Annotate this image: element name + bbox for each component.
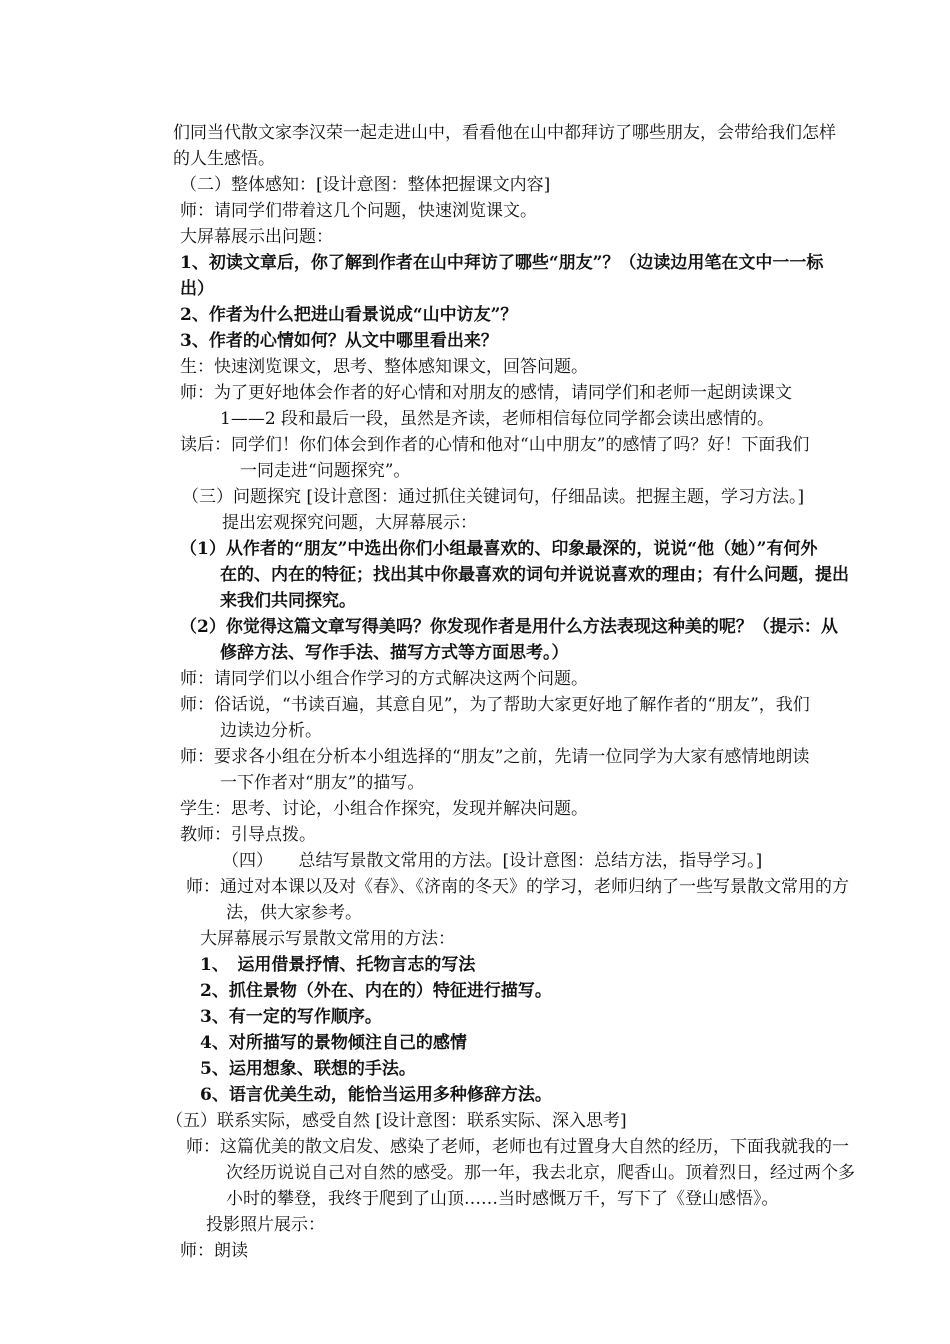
question-item: （2）你觉得这篇文章写得美吗？你发现作者是用什么方法表现这种美的呢？（提示：从 bbox=[180, 617, 838, 637]
question-item: （1）从作者的“朋友”中选出你们小组最喜欢的、印象最深的，说说“他（她）”有何外 bbox=[180, 539, 818, 559]
method-item: 4、对所描写的景物倾注自己的感情 bbox=[200, 1033, 467, 1053]
text-line: 1——2 段和最后一段，虽然是齐读，老师相信每位同学都会读出感情的。 bbox=[220, 409, 775, 429]
text-line: 的人生感悟。 bbox=[173, 149, 275, 169]
text-line: 次经历说说自己对自然的感受。那一年，我去北京，爬香山。顶着烈日，经过两个多 bbox=[226, 1163, 855, 1183]
text-line: 师：为了更好地体会作者的好心情和对朋友的感情，请同学们和老师一起朗读课文 bbox=[180, 383, 792, 403]
question-item: 在的、内在的特征；找出其中你最喜欢的词句并说说喜欢的理由；有什么问题，提出 bbox=[220, 565, 849, 585]
question-item: 2、作者为什么把进山看景说成“山中访友”？ bbox=[180, 305, 518, 325]
method-item: 2、抓住景物（外在、内在的）特征进行描写。 bbox=[200, 981, 552, 1001]
text-line: 大屏幕展示写景散文常用的方法： bbox=[200, 929, 455, 949]
question-item: 3、作者的心情如何？从文中哪里看出来？ bbox=[180, 331, 498, 351]
section-heading: （四） 总结写景散文常用的方法。[设计意图：总结方法，指导学习。] bbox=[222, 851, 763, 871]
text-line: 小时的攀登，我终于爬到了山顶……当时感慨万千，写下了《登山感悟》。 bbox=[226, 1189, 779, 1209]
text-line: 边读边分析。 bbox=[220, 721, 322, 741]
text-line: 师：通过对本课以及对《春》、《济南的冬天》的学习，老师归纳了一些写景散文常用的方 bbox=[186, 877, 849, 897]
text-line: 法，供大家参考。 bbox=[226, 903, 362, 923]
text-line: 师：朗读 bbox=[180, 1241, 248, 1261]
text-line: 学生：思考、讨论，小组合作探究，发现并解决问题。 bbox=[180, 799, 588, 819]
method-item: 1、 运用借景抒情、托物言志的写法 bbox=[200, 955, 476, 975]
method-item: 5、运用想象、联想的手法。 bbox=[200, 1059, 416, 1079]
question-item: 修辞方法、写作手法、描写方式等方面思考。） bbox=[220, 643, 569, 663]
text-line: 师：请同学们带着这几个问题，快速浏览课文。 bbox=[180, 201, 537, 221]
text-line: 生：快速浏览课文，思考、整体感知课文，回答问题。 bbox=[180, 357, 588, 377]
text-line: 师：俗话说，“书读百遍，其意自见”，为了帮助大家更好地了解作者的“朋友”，我们 bbox=[180, 695, 810, 715]
text-line: 读后：同学们！你们体会到作者的心情和他对“山中朋友”的感情了吗？好！下面我们 bbox=[180, 435, 810, 455]
text-line: 一同走进“问题探究”。 bbox=[240, 461, 411, 481]
question-item: 来我们共同探究。 bbox=[220, 591, 356, 611]
method-item: 3、有一定的写作顺序。 bbox=[200, 1007, 382, 1027]
text-line: 师：要求各小组在分析本小组选择的“朋友”之前，先请一位同学为大家有感情地朗读 bbox=[180, 747, 810, 767]
text-line: 投影照片展示： bbox=[206, 1215, 325, 1235]
text-line: 师：请同学们以小组合作学习的方式解决这两个问题。 bbox=[180, 669, 588, 689]
text-line: 一下作者对“朋友”的描写。 bbox=[220, 773, 425, 793]
question-item: 1、初读文章后，你了解到作者在山中拜访了哪些“朋友”？（边读边用笔在文中一一标 bbox=[180, 253, 824, 273]
section-heading: （三）问题探究 [设计意图：通过抓住关键词句，仔细品读。把握主题，学习方法。] bbox=[182, 487, 805, 507]
text-line: 提出宏观探究问题，大屏幕展示： bbox=[222, 513, 477, 533]
question-item: 出） bbox=[180, 279, 214, 299]
method-item: 6、语言优美生动，能恰当运用多种修辞方法。 bbox=[200, 1085, 552, 1105]
section-heading: （五）联系实际，感受自然 [设计意图：联系实际、深入思考] bbox=[166, 1111, 627, 1131]
text-line: 师：这篇优美的散文启发、感染了老师，老师也有过置身大自然的经历，下面我就我的一 bbox=[186, 1137, 849, 1157]
text-line: 们同当代散文家李汉荣一起走进山中，看看他在山中都拜访了哪些朋友，会带给我们怎样 bbox=[173, 123, 836, 143]
section-heading: （二）整体感知：[设计意图：整体把握课文内容] bbox=[180, 175, 551, 195]
text-line: 大屏幕展示出问题： bbox=[180, 227, 333, 247]
text-line: 教师：引导点拨。 bbox=[180, 825, 316, 845]
